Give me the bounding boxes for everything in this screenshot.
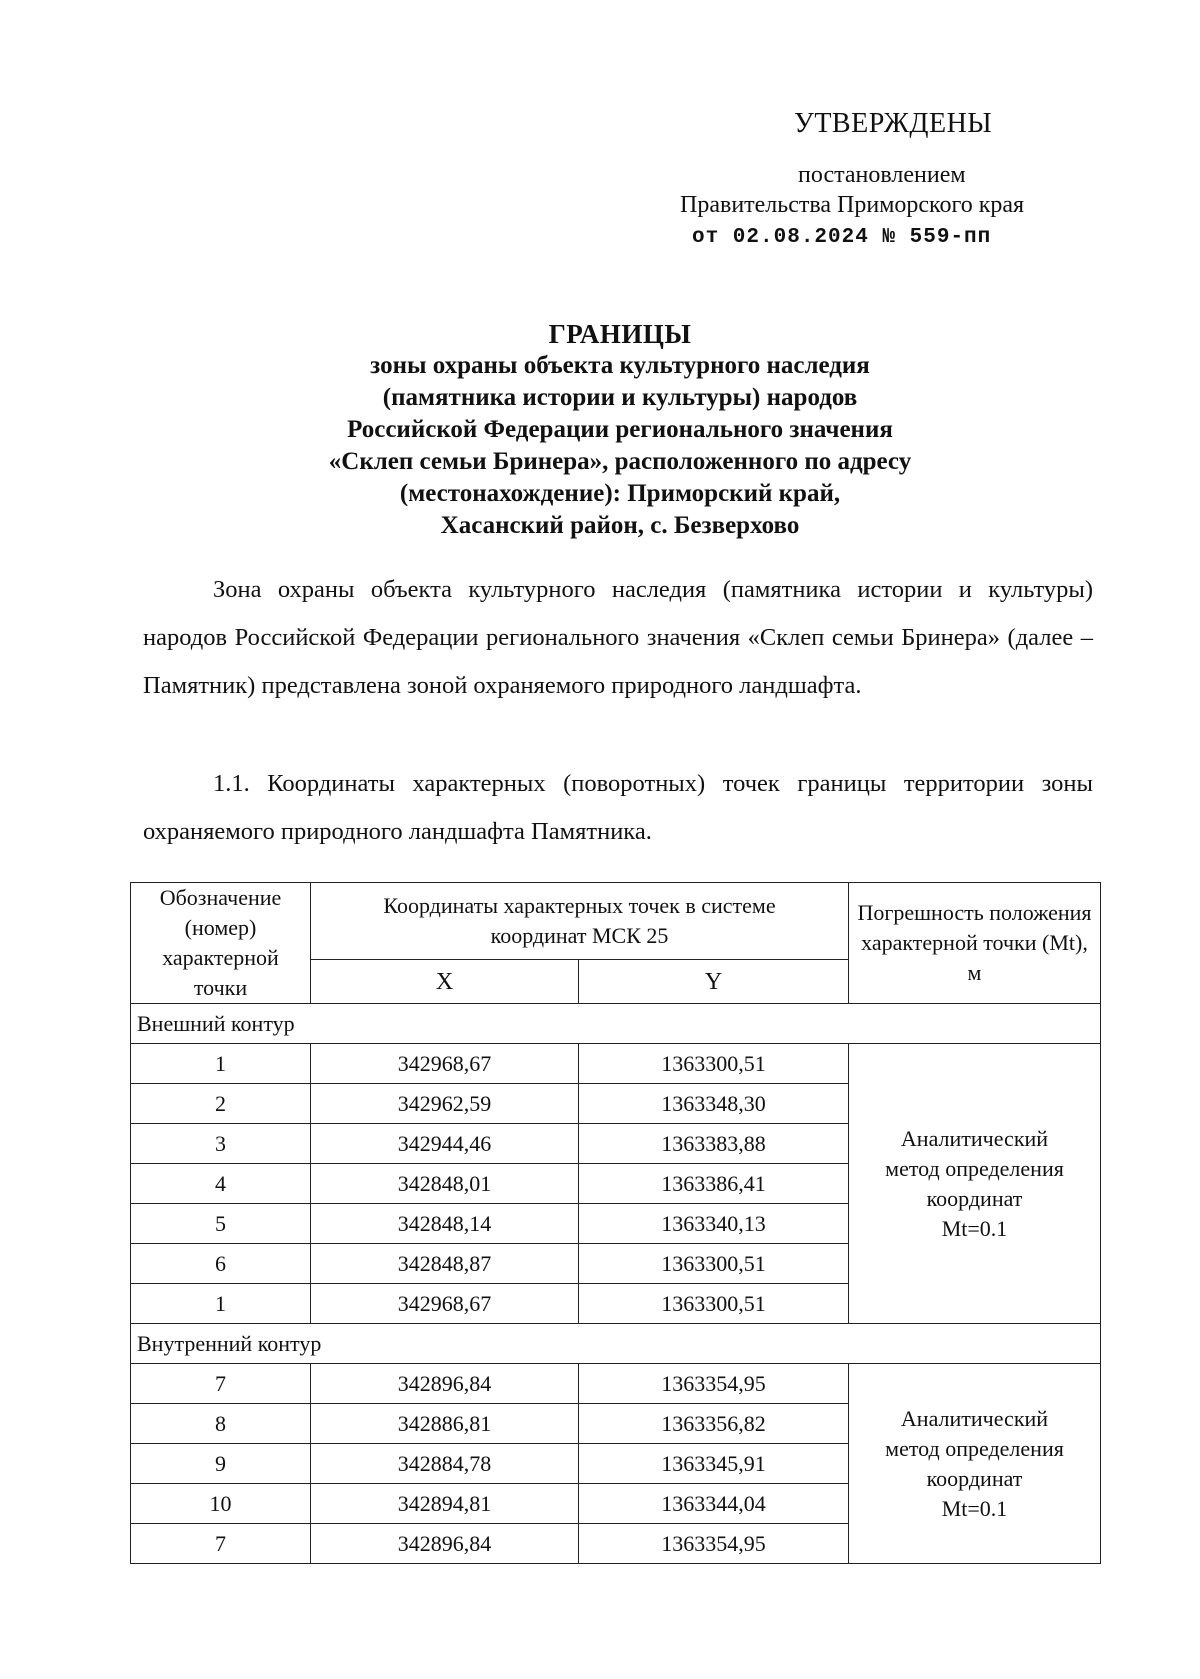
point-number: 1 [131, 1044, 311, 1084]
method-line: Mt=0.1 [941, 1215, 1008, 1241]
title-line: Хасанский район, с. Безверхово [440, 512, 800, 539]
method-line: метод определения [885, 1435, 1064, 1461]
title-line: «Склеп семьи Бринера», расположенного по адресу [328, 448, 912, 475]
y-value: 1363300,51 [579, 1044, 849, 1084]
x-value: 342944,46 [311, 1124, 579, 1164]
point-number: 5 [131, 1204, 311, 1244]
y-value: 1363345,91 [579, 1444, 849, 1484]
document-title [150, 318, 1090, 542]
table-row [131, 1364, 1101, 1404]
y-value: 1363356,82 [579, 1404, 849, 1444]
y-value: 1363386,41 [579, 1164, 849, 1204]
y-value: 1363383,88 [579, 1124, 849, 1164]
x-value: 342848,01 [311, 1164, 579, 1204]
x-value: 342896,84 [311, 1524, 579, 1564]
header-accuracy: Погрешность положения характерной точки (Mt), м [849, 883, 1101, 1004]
point-number: 7 [131, 1524, 311, 1564]
approval-government: Правительства Приморского края [680, 192, 1025, 218]
point-number: 1 [131, 1284, 311, 1324]
approval-date-number: от 02.08.2024 № 559-пп [692, 226, 992, 249]
x-value: 342896,84 [311, 1364, 579, 1404]
section-1-1-paragraph: 1.1. Координаты характерных (поворотных) точек границы территории зоны охраняемого природного ландшафта Памятника. [143, 770, 1093, 845]
title-line: зоны охраны объекта культурного наследия [370, 352, 870, 379]
title-main: ГРАНИЦЫ [548, 319, 692, 349]
x-value: 342968,67 [311, 1044, 579, 1084]
title-line: (местонахождение): Приморский край, [399, 480, 841, 507]
y-value: 1363344,04 [579, 1484, 849, 1524]
method-line: Mt=0.1 [941, 1495, 1008, 1521]
approval-by: постановлением [798, 162, 966, 188]
method-line: координат [926, 1185, 1023, 1211]
section-outer-label: Внешний контур [131, 1004, 1101, 1044]
point-number: 6 [131, 1244, 311, 1284]
x-value: 342968,67 [311, 1284, 579, 1324]
method-cell-inner [849, 1364, 1101, 1564]
point-number: 8 [131, 1404, 311, 1444]
point-number: 3 [131, 1124, 311, 1164]
x-value: 342886,81 [311, 1404, 579, 1444]
header-x: X [311, 960, 579, 1004]
x-value: 342848,87 [311, 1244, 579, 1284]
coordinates-table [130, 882, 1101, 1564]
point-number: 10 [131, 1484, 311, 1524]
section-inner-label: Внутренний контур [131, 1324, 1101, 1364]
header-designation: Обозначение (номер) характерной точки [131, 883, 311, 1004]
x-value: 342894,81 [311, 1484, 579, 1524]
header-y: Y [579, 960, 849, 1004]
intro-paragraph: Зона охраны объекта культурного наследия (памятника истории и культуры) народов Российской Федерации регионального значения «Склеп семьи Бринера» (далее – Памятник) представлена зоной охраняемого природного ландшафта. [143, 576, 1093, 699]
y-value: 1363348,30 [579, 1084, 849, 1124]
method-line: Аналитический [900, 1405, 1049, 1431]
approved-heading: УТВЕРЖДЕНЫ [794, 108, 993, 139]
x-value: 342962,59 [311, 1084, 579, 1124]
table-row [131, 1044, 1101, 1084]
x-value: 342848,14 [311, 1204, 579, 1244]
point-number: 9 [131, 1444, 311, 1484]
x-value: 342884,78 [311, 1444, 579, 1484]
point-number: 4 [131, 1164, 311, 1204]
point-number: 7 [131, 1364, 311, 1404]
y-value: 1363354,95 [579, 1524, 849, 1564]
y-value: 1363300,51 [579, 1284, 849, 1324]
y-value: 1363340,13 [579, 1204, 849, 1244]
y-value: 1363354,95 [579, 1364, 849, 1404]
title-line: Российской Федерации регионального значения [347, 416, 893, 443]
title-line: (памятника истории и культуры) народов [382, 384, 858, 411]
method-cell-outer [849, 1044, 1101, 1324]
header-coordinates: Координаты характерных точек в системе координат МСК 25 [311, 883, 849, 960]
method-line: метод определения [885, 1155, 1064, 1181]
point-number: 2 [131, 1084, 311, 1124]
method-line: Аналитический [900, 1125, 1049, 1151]
method-line: координат [926, 1465, 1023, 1491]
y-value: 1363300,51 [579, 1244, 849, 1284]
